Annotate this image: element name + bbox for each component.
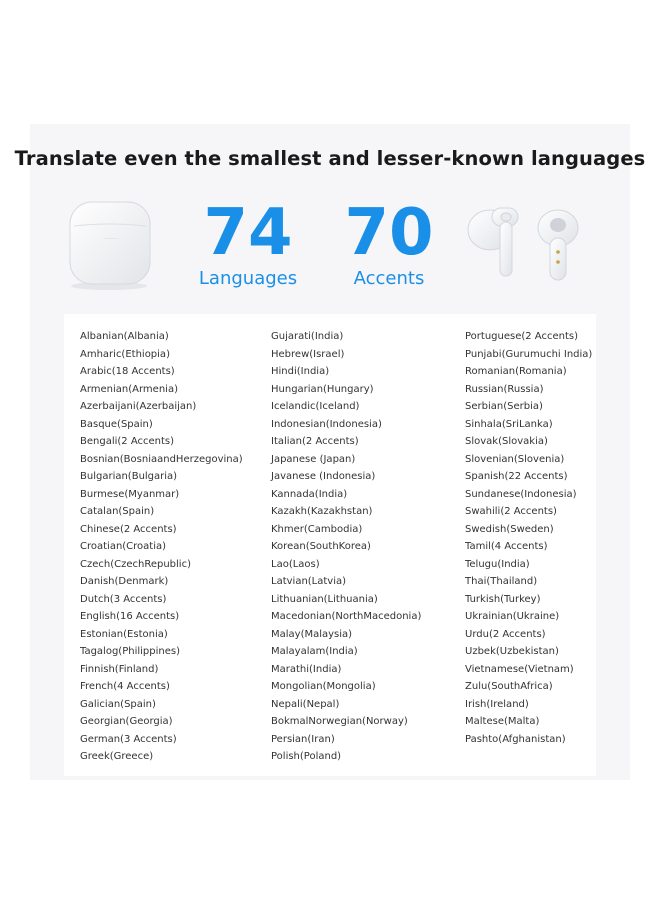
language-item: Swedish(Sweden): [465, 523, 554, 535]
earbuds-case-image: [64, 196, 154, 292]
language-item: Burmese(Myanmar): [80, 488, 180, 500]
language-item: Finnish(Finland): [80, 663, 159, 675]
language-column-3: [465, 328, 592, 748]
language-item: Khmer(Cambodia): [271, 523, 363, 535]
language-item: Telugu(India): [465, 558, 530, 570]
language-list: [64, 314, 596, 776]
language-item: Uzbek(Uzbekistan): [465, 646, 559, 657]
language-item: Kazakh(Kazakhstan): [271, 506, 373, 517]
language-item: Basque(Spain): [80, 418, 153, 430]
language-item: Irish(Ireland): [465, 698, 529, 710]
language-item: Hungarian(Hungary): [271, 383, 374, 395]
language-item: Chinese(2 Accents): [80, 523, 177, 535]
language-item: Arabic(18 Accents): [80, 366, 175, 377]
language-item: French(4 Accents): [80, 681, 170, 692]
language-item: Zulu(SouthAfrica): [465, 681, 553, 692]
language-item: Danish(Denmark): [80, 576, 169, 587]
languages-count: 74: [203, 196, 293, 270]
language-item: Punjabi(Gurumuchi India): [465, 348, 593, 360]
language-item: Georgian(Georgia): [80, 716, 173, 727]
language-item: Indonesian(Indonesia): [271, 418, 382, 430]
language-item: Malayalam(India): [271, 646, 358, 657]
accents-count: 70: [344, 196, 434, 270]
language-item: Bengali(2 Accents): [80, 436, 175, 447]
language-item: Mongolian(Mongolia): [271, 681, 376, 692]
language-item: Italian(2 Accents): [271, 436, 359, 447]
language-column-2: [271, 328, 421, 766]
headline: Translate even the smallest and lesser-known languages: [14, 147, 646, 170]
language-item: Lao(Laos): [271, 558, 320, 570]
language-item: Tamil(4 Accents): [465, 541, 548, 552]
language-item: Serbian(Serbia): [465, 401, 543, 412]
languages-stat: [196, 198, 300, 290]
language-item: Albanian(Albania): [80, 331, 169, 342]
language-item: Vietnamese(Vietnam): [465, 663, 574, 675]
language-item: BokmalNorwegian(Norway): [271, 716, 408, 727]
language-item: Hindi(India): [271, 366, 330, 377]
language-item: Nepali(Nepal): [271, 698, 340, 710]
language-item: Lithuanian(Lithuania): [271, 593, 378, 605]
language-item: Thai(Thailand): [465, 576, 538, 587]
language-item: Greek(Greece): [80, 751, 154, 762]
language-item: Pashto(Afghanistan): [465, 733, 566, 745]
language-item: Latvian(Latvia): [271, 576, 347, 587]
language-item: Swahili(2 Accents): [465, 506, 557, 517]
language-item: Japanese (Japan): [271, 453, 356, 465]
language-item: Slovak(Slovakia): [465, 436, 548, 447]
language-item: Galician(Spain): [80, 698, 156, 710]
svg-text:·········: ·········: [103, 236, 119, 242]
language-item: Romanian(Romania): [465, 366, 567, 377]
language-item: Ukrainian(Ukraine): [465, 611, 560, 622]
language-item: Marathi(India): [271, 663, 342, 675]
language-item: Persian(Iran): [271, 733, 335, 745]
language-item: Urdu(2 Accents): [465, 628, 546, 640]
language-item: Kannada(India): [271, 488, 348, 500]
language-item: Spanish(22 Accents): [465, 471, 568, 482]
language-item: Slovenian(Slovenia): [465, 453, 565, 465]
language-item: Turkish(Turkey): [465, 593, 541, 605]
language-item: Maltese(Malta): [465, 716, 540, 727]
language-item: Sinhala(SriLanka): [465, 418, 553, 430]
language-item: Czech(CzechRepublic): [80, 558, 191, 570]
language-column-1: [80, 328, 243, 766]
language-item: Catalan(Spain): [80, 506, 155, 517]
language-item: Hebrew(Israel): [271, 348, 345, 360]
language-item: Gujarati(India): [271, 331, 344, 342]
accents-stat: [342, 198, 436, 290]
language-item: Bosnian(BosniaandHerzegovina): [80, 453, 243, 465]
language-item: Amharic(Ethiopia): [80, 348, 170, 360]
language-item: Armenian(Armenia): [80, 383, 178, 395]
language-item: Polish(Poland): [271, 751, 342, 762]
earbuds-image: [462, 200, 592, 296]
language-item: Azerbaijani(Azerbaijan): [80, 401, 197, 412]
language-item: German(3 Accents): [80, 733, 177, 745]
language-item: Macedonian(NorthMacedonia): [271, 611, 422, 622]
language-item: Javanese (Indonesia): [271, 471, 376, 482]
language-item: Bulgarian(Bulgaria): [80, 471, 178, 482]
language-item: Sundanese(Indonesia): [465, 488, 577, 500]
language-item: Croatian(Croatia): [80, 541, 167, 552]
language-item: English(16 Accents): [80, 611, 180, 622]
language-item: Estonian(Estonia): [80, 628, 168, 640]
language-item: Korean(SouthKorea): [271, 541, 371, 552]
language-item: Malay(Malaysia): [271, 628, 353, 640]
language-item: Icelandic(Iceland): [271, 401, 360, 412]
languages-label: Languages: [198, 268, 298, 289]
accents-label: Accents: [353, 268, 425, 289]
language-item: Portuguese(2 Accents): [465, 331, 578, 342]
language-item: Russian(Russia): [465, 383, 544, 395]
language-item: Dutch(3 Accents): [80, 593, 167, 605]
language-item: Tagalog(Philippines): [80, 646, 180, 657]
